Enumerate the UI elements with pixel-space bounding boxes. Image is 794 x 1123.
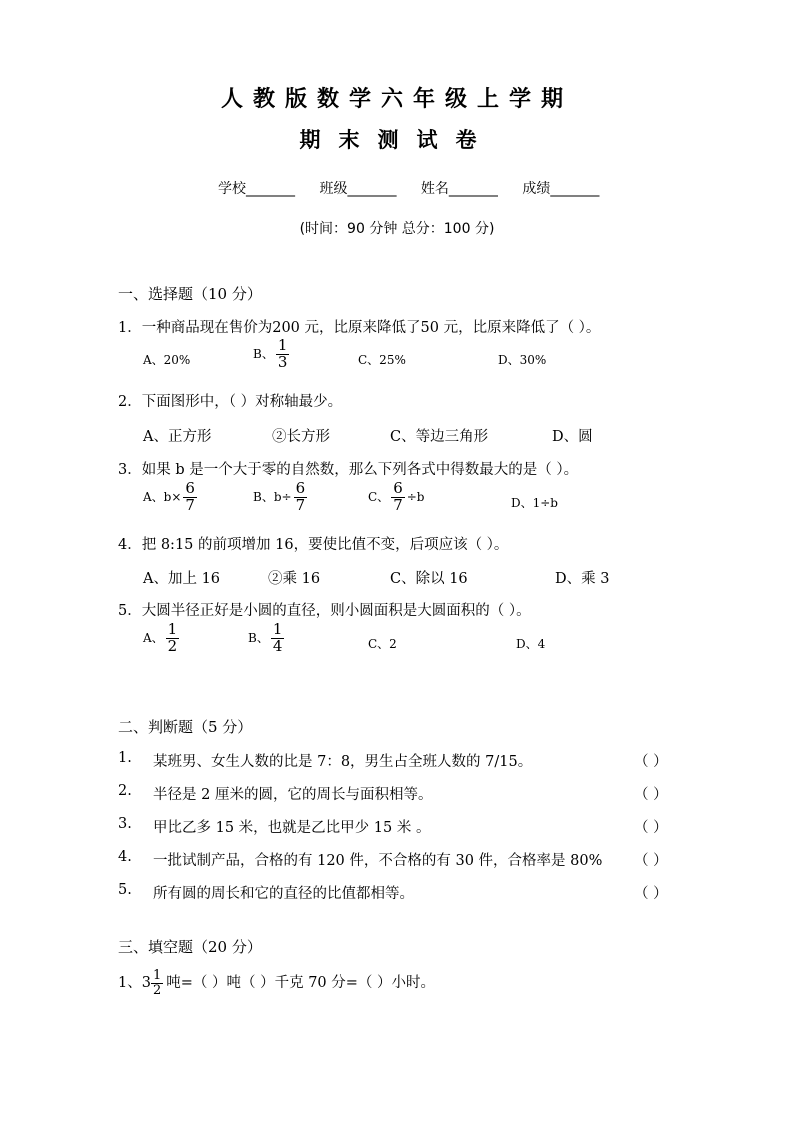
tf-item-5-number: 5. (118, 882, 132, 898)
exam-subtitle: 期末测试卷 (299, 128, 495, 152)
tf-item-5-answer: （ ） (634, 886, 668, 902)
fraction-denominator: 3 (277, 352, 288, 371)
q1-option-c: C、25% (358, 353, 406, 367)
q2-option-a: A、正方形 (143, 429, 212, 445)
q4-option-b: ②乘 16 (268, 571, 321, 587)
fraction (294, 481, 308, 514)
fill-item-1-number: 1、3 (118, 975, 151, 992)
q3-option-c (368, 481, 424, 514)
section3-title: 三、填空题（20 分） (118, 938, 262, 956)
q2-option-b: ②长方形 (272, 429, 330, 445)
fraction-numerator: 1 (277, 336, 288, 354)
fraction-numerator: 1 (152, 968, 162, 983)
q5-option-a-label: A、 (143, 630, 164, 645)
fraction (183, 481, 197, 514)
q2-option-d: D、圆 (552, 429, 593, 445)
q1-option-b-label: B、 (253, 346, 274, 361)
tf-item-3-number: 3. (118, 816, 132, 832)
q5-option-b-label: B、 (248, 630, 269, 645)
fraction-numerator: 1 (167, 620, 178, 638)
fraction-numerator: 6 (295, 479, 306, 497)
section1-title: 一、选择题（10 分） (118, 285, 262, 303)
tf-item-2-number: 2. (118, 783, 132, 799)
school-field: 学校_______ (218, 181, 295, 197)
q3-option-d: D、1÷b (511, 496, 558, 510)
time-info: (时间：90 分钟 总分：100 分) (299, 221, 495, 237)
student-info-line (218, 178, 619, 198)
q5-option-a (143, 622, 181, 655)
fraction-numerator: 1 (272, 620, 283, 638)
exam-title: 人教版数学六年级上学期 (220, 87, 573, 112)
tf-item-4-text: 一批试制产品，合格的有 120 件，不合格的有 30 件，合格率是 80% (153, 853, 603, 869)
fraction (391, 481, 405, 514)
q3-option-a (143, 481, 199, 514)
fraction (271, 622, 285, 655)
q5-option-d: D、4 (516, 637, 546, 651)
tf-item-4-number: 4. (118, 849, 132, 865)
q4-option-a: A、加上 16 (143, 571, 221, 587)
q5-option-b (248, 622, 286, 655)
q3-option-c-label: C、 (368, 489, 390, 504)
fraction-denominator: 4 (272, 636, 283, 655)
tf-item-3-answer: （ ） (634, 820, 668, 836)
q3-option-c-suffix: ÷b (406, 489, 425, 504)
tf-item-3-text: 甲比乙多 15 米，也就是乙比甲少 15 米 。 (153, 820, 431, 836)
score-field: 成绩_______ (522, 181, 600, 197)
q1-option-d: D、30% (498, 353, 547, 367)
fraction (151, 969, 163, 997)
fill-item-1 (118, 969, 435, 997)
q1-option-a: A、20% (143, 353, 191, 367)
fraction-denominator: 7 (185, 495, 195, 514)
fraction-denominator: 7 (295, 495, 306, 514)
tf-item-2-text: 半径是 2 厘米的圆，它的周长与面积相等。 (153, 787, 433, 803)
tf-item-2-answer: （ ） (634, 787, 668, 803)
fraction-denominator: 7 (393, 495, 403, 514)
question-1-2: 2．下面图形中，（ ）对称轴最少。 (118, 394, 343, 410)
fraction (166, 622, 180, 655)
name-field: 姓名_______ (420, 181, 498, 197)
fraction-denominator: 2 (167, 636, 178, 655)
section2-title: 二、判断题（5 分） (118, 718, 253, 736)
q4-option-c: C、除以 16 (390, 571, 468, 587)
question-1-5: 5．大圆半径正好是小圆的直径，则小圆面积是大圆面积的（ ）。 (118, 603, 531, 619)
q3-option-b-label: B、b÷ (253, 489, 292, 504)
tf-item-5-text: 所有圆的周长和它的直径的比值都相等。 (153, 886, 414, 902)
question-1-1: 1．一种商品现在售价为200 元，比原来降低了50 元，比原来降低了（ ）。 (118, 320, 601, 336)
fraction-denominator: 2 (152, 982, 162, 998)
class-field: 班级_______ (319, 181, 397, 197)
tf-item-1-number: 1. (118, 750, 132, 766)
fraction-numerator: 6 (393, 479, 403, 497)
q3-option-a-label: A、b× (143, 489, 182, 504)
tf-item-1-answer: （ ） (634, 754, 668, 770)
fill-item-1-text: 吨=（ ）吨（ ）千克 70 分=（ ）小时。 (166, 975, 436, 992)
tf-item-4-answer: （ ） (634, 853, 668, 869)
q1-option-b (253, 338, 291, 371)
fraction (276, 338, 290, 371)
q4-option-d: D、乘 3 (555, 571, 610, 587)
fraction-numerator: 6 (185, 479, 195, 497)
question-1-4: 4．把 8:15 的前项增加 16，要使比值不变，后项应该（ ）。 (118, 537, 509, 553)
q3-option-b (253, 481, 309, 514)
q2-option-c: C、等边三角形 (390, 429, 489, 445)
question-1-3: 3．如果 b 是一个大于零的自然数，那么下列各式中得数最大的是（ ）。 (118, 462, 579, 478)
tf-item-1-text: 某班男、女生人数的比是 7：8，男生占全班人数的 7/15。 (153, 754, 533, 770)
q5-option-c: C、2 (368, 637, 397, 651)
